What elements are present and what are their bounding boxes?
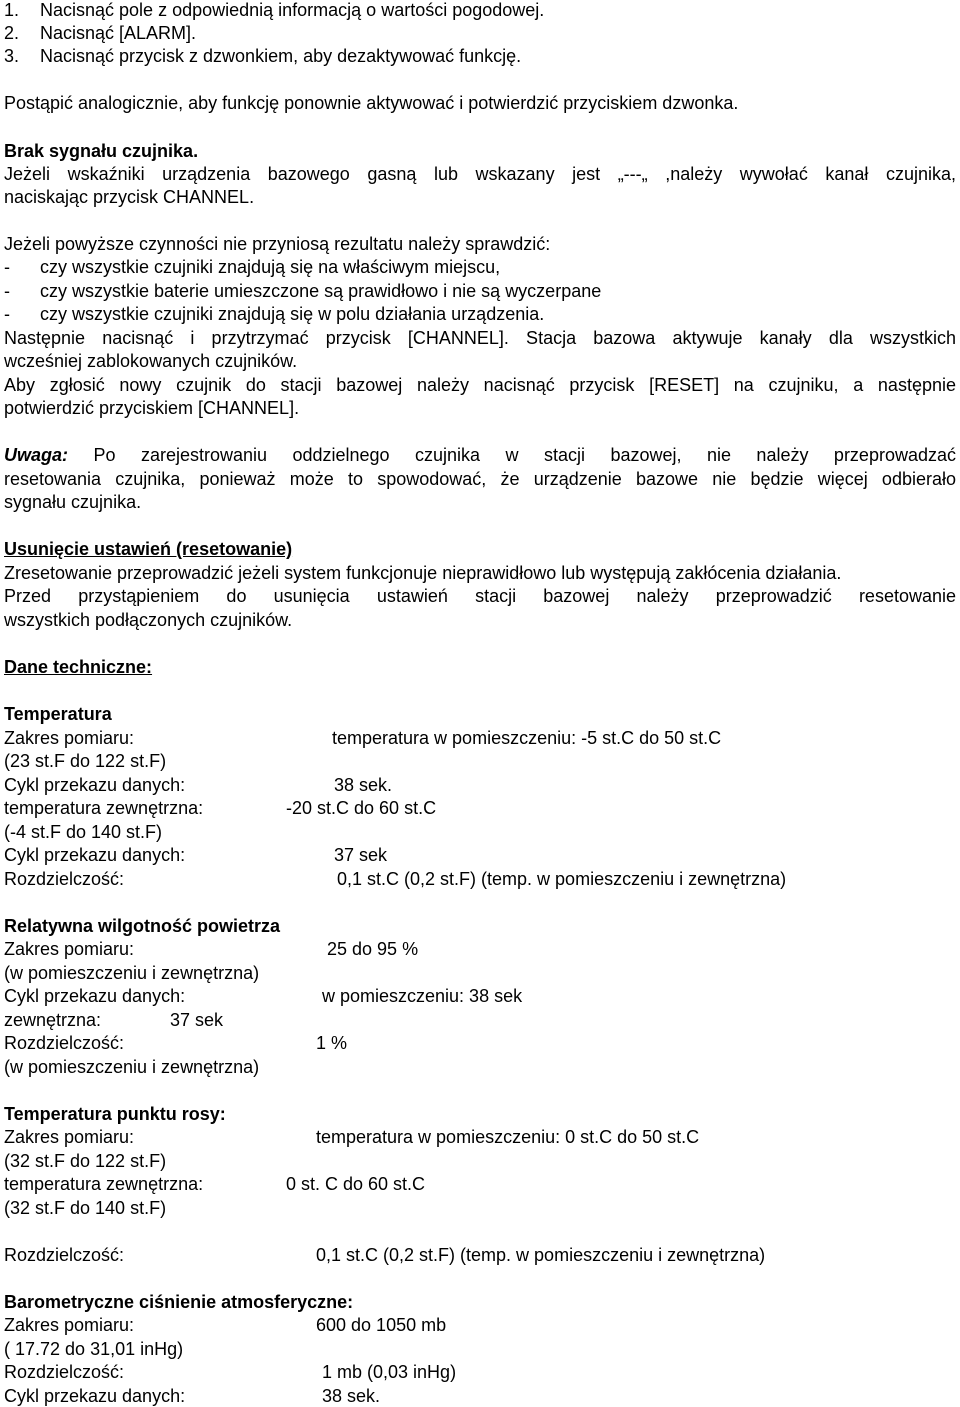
spec-value: (23 st.F do 122 st.F) [4,751,167,771]
channel-text: Następnie nacisnąć i przytrzymać przycisk [CHANNEL]. Stacja bazowa aktywuje kanały dla wszystkich [4,328,956,348]
spec-label: zewnętrzna: [4,1010,102,1030]
spec-value: 1 % [316,1033,348,1053]
check-dash: - [4,304,10,324]
no-signal-heading: Brak sygnału czujnika. [4,141,199,161]
spec-label: temperatura zewnętrzna: [4,798,204,818]
spec-label: Cykl przekazu danych: [4,775,186,795]
spec-value: (-4 st.F do 140 st.F) [4,822,163,842]
spec-value: 38 sek. [334,775,393,795]
spec-value: (32 st.F do 140 st.F) [4,1198,167,1218]
spec-value: temperatura w pomieszczeniu: -5 st.C do 50 st.C [332,728,722,748]
note-line [4,444,956,466]
spec-value: 0,1 st.C (0,2 st.F) (temp. w pomieszczeniu i zewnętrzna) [337,869,787,889]
spec-value: 37 sek [334,845,388,865]
spec-value: ( 17.72 do 31,01 inHg) [4,1339,184,1359]
note-label: Uwaga: [4,445,69,465]
check-item: czy wszystkie czujniki znajdują się w polu działania urządzenia. [40,304,545,324]
no-signal-text: naciskając przycisk CHANNEL. [4,187,255,207]
step-number: 2. [4,23,20,43]
note-text: Po zarejestrowaniu oddzielnego czujnika w stacji bazowej, nie należy przeprowadzać [68,445,956,465]
humidity-heading: Relatywna wilgotność powietrza [4,916,281,936]
step-text: Nacisnąć przycisk z dzwonkiem, aby dezaktywować funkcję. [40,46,522,66]
step-text: Nacisnąć [ALARM]. [40,23,197,43]
tech-heading: Dane techniczne: [4,657,153,677]
spec-value: -20 st.C do 60 st.C [286,798,437,818]
new-sensor-text: Aby zgłosić nowy czujnik do stacji bazowej należy nacisnąć przycisk [RESET] na czujniku, a następnie [4,375,956,395]
check-dash: - [4,281,10,301]
check-item: czy wszystkie czujniki znajdują się na właściwym miejscu, [40,257,501,277]
spec-label: Rozdzielczość: [4,1362,125,1382]
channel-text: wcześniej zablokowanych czujników. [4,351,298,371]
spec-value: 37 sek [170,1010,224,1030]
note-text: resetowania czujnika, ponieważ może to spowodować, że urządzenie bazowe nie będzie więcej odbierało [4,469,956,489]
spec-label: Zakres pomiaru: [4,1315,135,1335]
reset-text: wszystkich podłączonych czujników. [4,610,293,630]
new-sensor-text: potwierdzić przyciskiem [CHANNEL]. [4,398,300,418]
check-item: czy wszystkie baterie umieszczone są prawidłowo i nie są wyczerpane [40,281,602,301]
reset-text: Zresetowanie przeprowadzić jeżeli system funkcjonuje nieprawidłowo lub występują zakłócenia działania. [4,563,842,583]
dewpoint-heading: Temperatura punktu rosy: [4,1104,226,1124]
spec-label: Rozdzielczość: [4,869,125,889]
reset-heading: Usunięcie ustawień (resetowanie) [4,539,293,559]
spec-value: (w pomieszczeniu i zewnętrzna) [4,1057,260,1077]
spec-value: w pomieszczeniu: 38 sek [322,986,523,1006]
check-dash: - [4,257,10,277]
spec-value: 0,1 st.C (0,2 st.F) (temp. w pomieszczeniu i zewnętrzna) [316,1245,766,1265]
temperature-heading: Temperatura [4,704,112,724]
reactivate-text: Postąpić analogicznie, aby funkcję ponownie aktywować i potwierdzić przyciskiem dzwonka. [4,93,739,113]
step-number: 3. [4,46,20,66]
spec-label: Rozdzielczość: [4,1033,125,1053]
spec-value: 1 mb (0,03 inHg) [322,1362,457,1382]
spec-label: Cykl przekazu danych: [4,986,186,1006]
spec-value: 25 do 95 % [327,939,419,959]
spec-label: Zakres pomiaru: [4,1127,135,1147]
spec-label: Cykl przekazu danych: [4,845,186,865]
spec-value: (w pomieszczeniu i zewnętrzna) [4,963,260,983]
note-text: sygnału czujnika. [4,492,142,512]
spec-value: 38 sek. [322,1386,381,1406]
pressure-heading: Barometryczne ciśnienie atmosferyczne: [4,1292,354,1312]
spec-value: (32 st.F do 122 st.F) [4,1151,167,1171]
reset-text: Przed przystąpieniem do usunięcia ustawień stacji bazowej należy przeprowadzić resetowanie [4,586,956,606]
spec-label: Zakres pomiaru: [4,939,135,959]
spec-value: 600 do 1050 mb [316,1315,447,1335]
spec-label: Zakres pomiaru: [4,728,135,748]
no-signal-text: Jeżeli wskaźniki urządzenia bazowego gasną lub wskazany jest „---„ ,należy wywołać kanał czujnika, [4,164,956,184]
step-text: Nacisnąć pole z odpowiednią informacją o wartości pogodowej. [40,0,545,20]
spec-label: Rozdzielczość: [4,1245,125,1265]
spec-label: temperatura zewnętrzna: [4,1174,204,1194]
step-number: 1. [4,0,20,20]
check-intro: Jeżeli powyższe czynności nie przyniosą rezultatu należy sprawdzić: [4,234,551,254]
spec-value: 0 st. C do 60 st.C [286,1174,426,1194]
spec-label: Cykl przekazu danych: [4,1386,186,1406]
spec-value: temperatura w pomieszczeniu: 0 st.C do 50 st.C [316,1127,700,1147]
